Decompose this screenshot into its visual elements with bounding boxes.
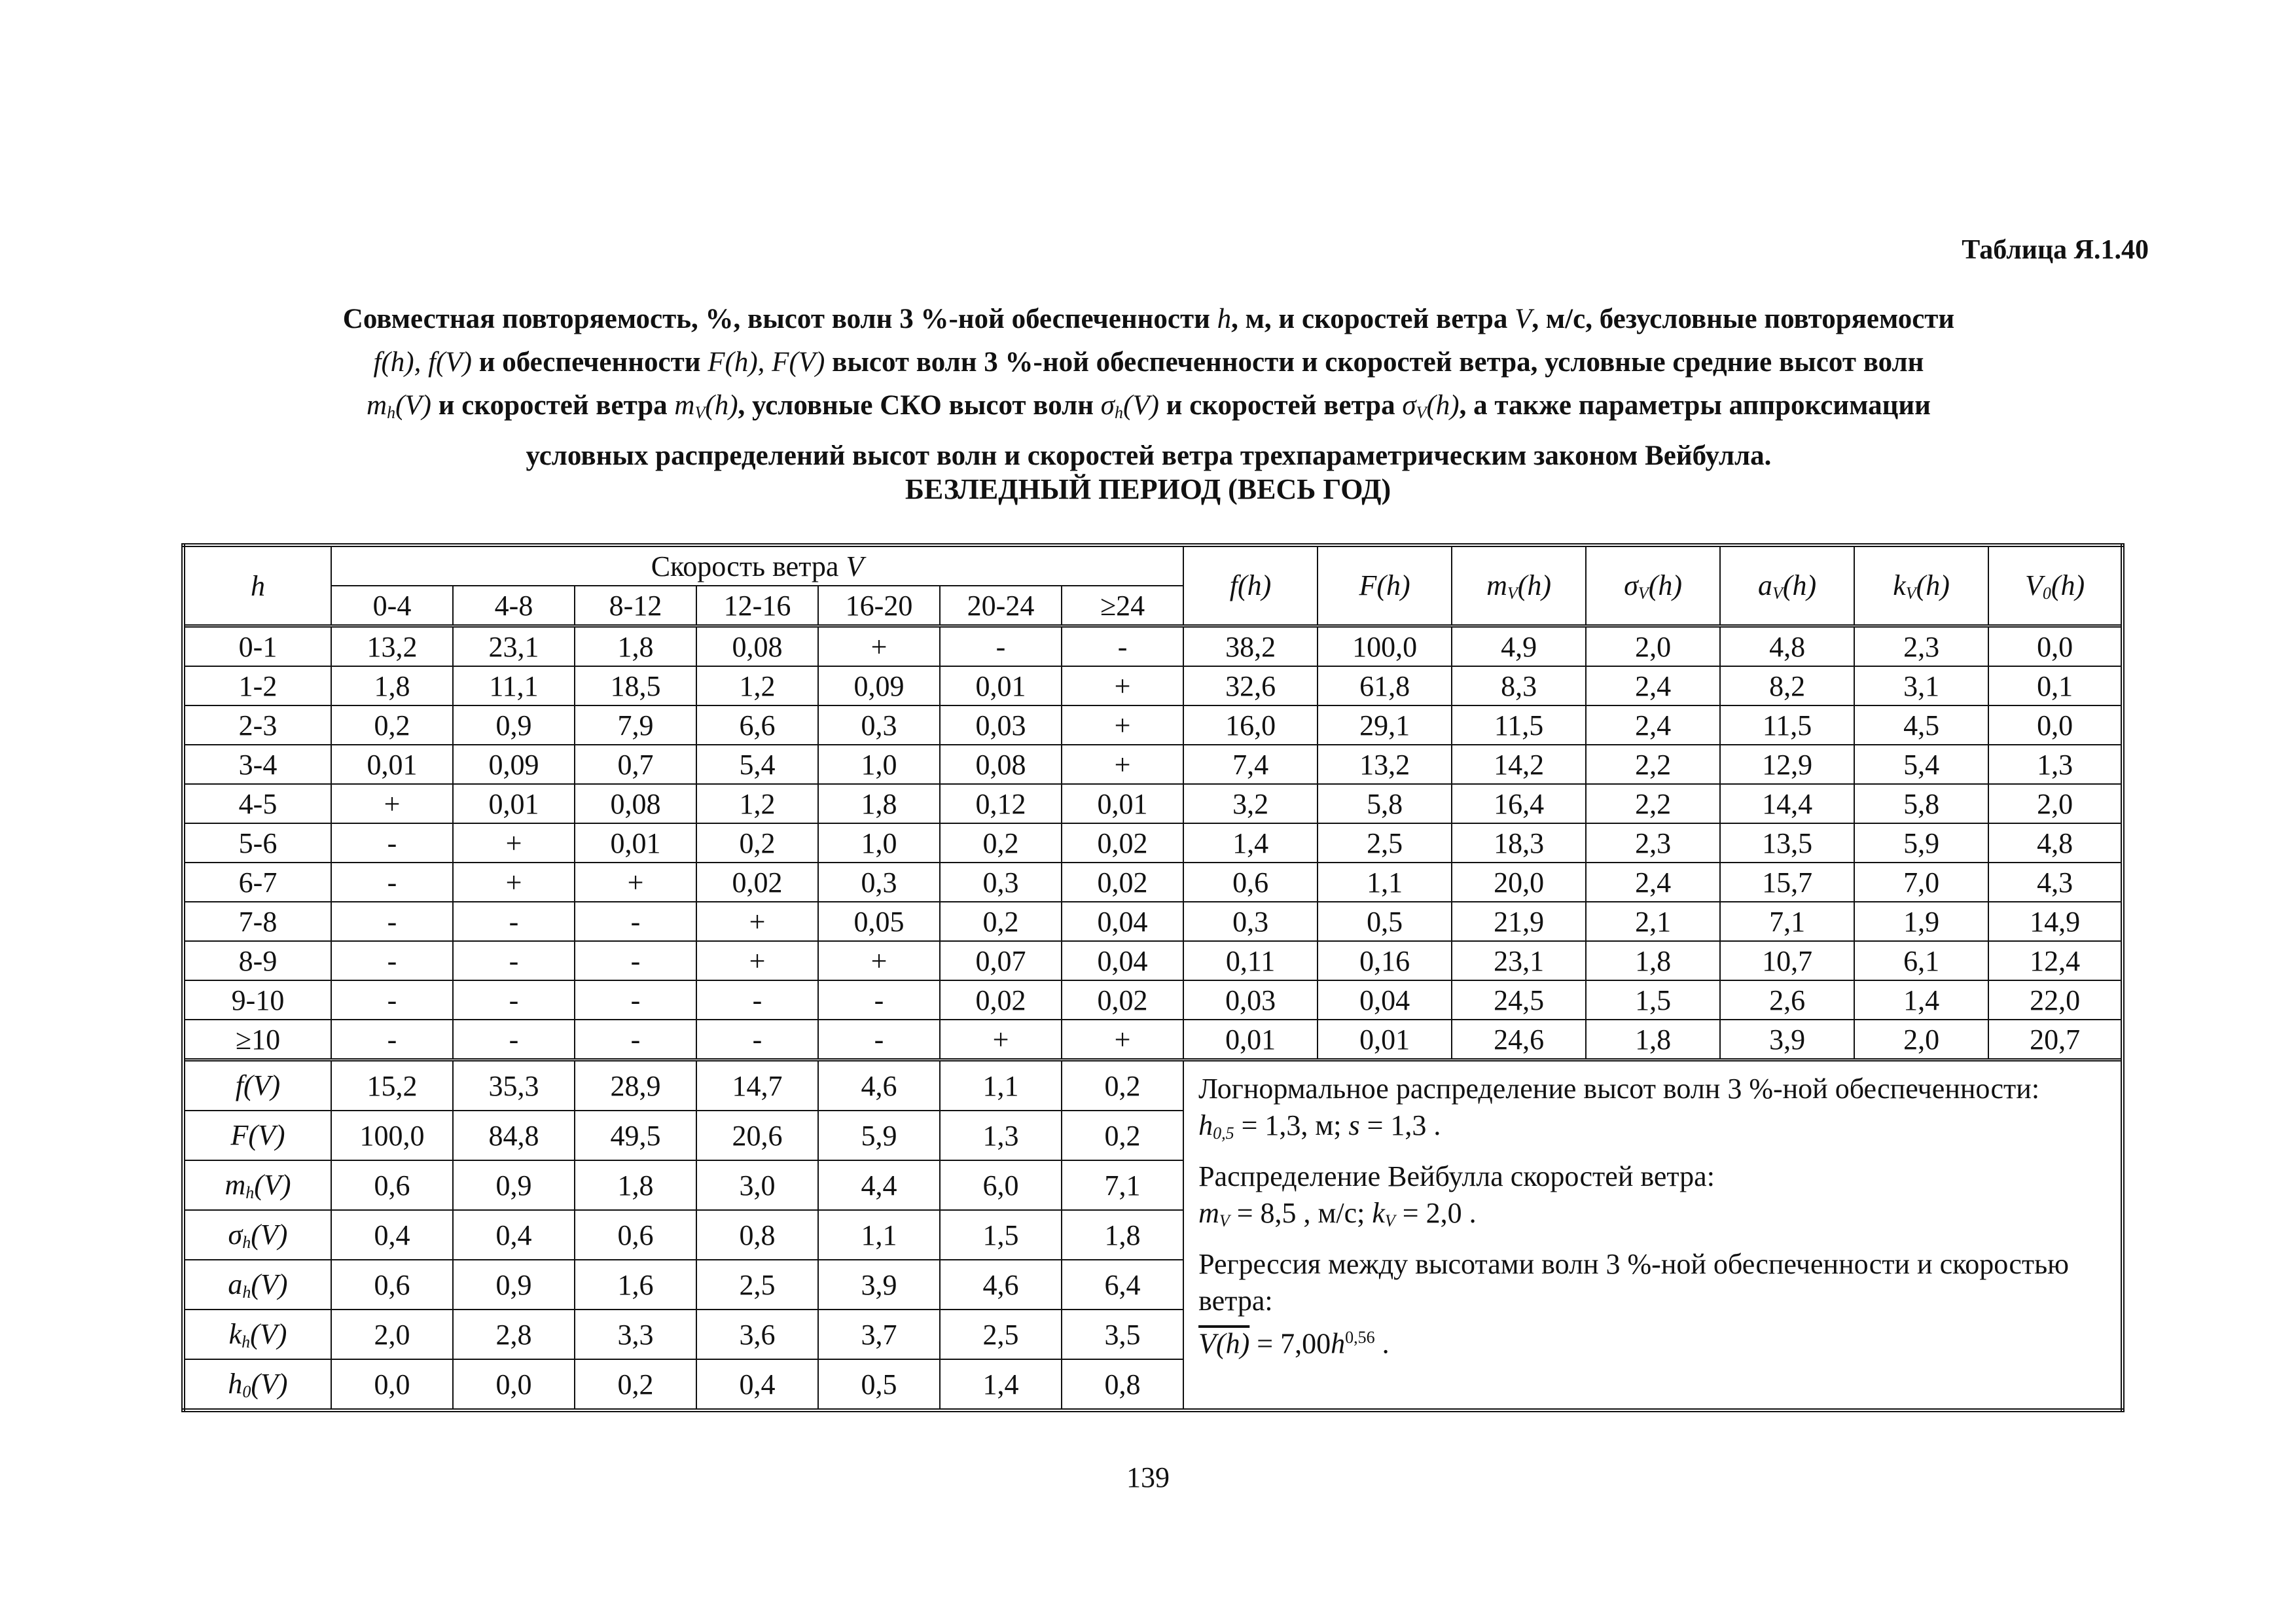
stat-cell: 4,5: [1854, 705, 1988, 745]
table-cell: +: [940, 1020, 1062, 1060]
table-cell: 1,4: [940, 1359, 1062, 1410]
table-row: [183, 980, 2123, 1020]
stat-cell: 12,9: [1720, 745, 1854, 784]
table-cell: 15,2: [331, 1060, 453, 1111]
table-cell: 7,1: [1062, 1160, 1183, 1210]
stat-cell: 38,2: [1183, 626, 1318, 667]
row-h-range: 3-4: [183, 745, 331, 784]
table-cell: 4,4: [818, 1160, 940, 1210]
table-cell: 3,9: [818, 1260, 940, 1310]
stat-cell: 21,9: [1452, 902, 1586, 941]
table-cell: 1,2: [696, 784, 818, 823]
table-cell: +: [696, 941, 818, 980]
table-cell: 28,9: [575, 1060, 696, 1111]
table-cell: 0,6: [331, 1160, 453, 1210]
stat-cell: 0,11: [1183, 941, 1318, 980]
stat-cell: 20,0: [1452, 863, 1586, 902]
table-cell: 23,1: [453, 626, 575, 667]
row-label: F(V): [183, 1111, 331, 1160]
row-label: f(V): [183, 1060, 331, 1111]
table-cell: -: [331, 902, 453, 941]
header-speed-bin: 12-16: [696, 586, 818, 626]
stat-cell: 7,4: [1183, 745, 1318, 784]
stat-cell: 32,6: [1183, 666, 1318, 705]
table-cell: 0,7: [575, 745, 696, 784]
table-cell: -: [575, 941, 696, 980]
stat-cell: 0,04: [1318, 980, 1452, 1020]
table-cell: 0,02: [1062, 863, 1183, 902]
header-stat-col: $a_V(h)$: [1720, 545, 1854, 626]
stat-cell: 11,5: [1720, 705, 1854, 745]
table-header: [183, 545, 2123, 626]
stat-cell: 16,0: [1183, 705, 1318, 745]
table-cell: 0,0: [331, 1359, 453, 1410]
table-cell: 2,5: [940, 1310, 1062, 1359]
table-cell: +: [696, 902, 818, 941]
table-cell: 1,8: [1062, 1210, 1183, 1260]
table-cell: 1,0: [818, 823, 940, 863]
table-cell: 1,1: [940, 1060, 1062, 1111]
stat-cell: 2,4: [1586, 863, 1720, 902]
table-cell: -: [331, 980, 453, 1020]
stat-cell: 10,7: [1720, 941, 1854, 980]
stat-cell: 20,7: [1988, 1020, 2123, 1060]
stat-cell: 2,4: [1586, 705, 1720, 745]
table-row: [183, 1060, 2123, 1111]
table-row: [183, 902, 2123, 941]
table-cell: 0,4: [331, 1210, 453, 1260]
table-cell: 4,6: [940, 1260, 1062, 1310]
stat-cell: 1,4: [1854, 980, 1988, 1020]
table-cell: 0,8: [696, 1210, 818, 1260]
table-cell: 0,2: [940, 902, 1062, 941]
stat-cell: 8,3: [1452, 666, 1586, 705]
stat-cell: 4,8: [1988, 823, 2123, 863]
stat-cell: 2,3: [1854, 626, 1988, 667]
table-cell: -: [453, 1020, 575, 1060]
table-cell: 49,5: [575, 1111, 696, 1160]
table-cell: 20,6: [696, 1111, 818, 1160]
table-cell: 0,01: [331, 745, 453, 784]
stat-cell: 3,9: [1720, 1020, 1854, 1060]
table-cell: 1,2: [696, 666, 818, 705]
row-h-range: 8-9: [183, 941, 331, 980]
table-cell: -: [1062, 626, 1183, 667]
table-cell: 11,1: [453, 666, 575, 705]
table-cell: 5,4: [696, 745, 818, 784]
stat-cell: 0,3: [1183, 902, 1318, 941]
table-cell: +: [1062, 745, 1183, 784]
table-row: [183, 941, 2123, 980]
table-cell: 3,5: [1062, 1310, 1183, 1359]
stat-cell: 1,8: [1586, 1020, 1720, 1060]
table-cell: -: [575, 1020, 696, 1060]
stat-cell: 2,5: [1318, 823, 1452, 863]
table-cell: 0,04: [1062, 941, 1183, 980]
stat-cell: 61,8: [1318, 666, 1452, 705]
row-label: $m_h(V)$: [183, 1160, 331, 1210]
table-cell: 0,2: [1062, 1111, 1183, 1160]
table-cell: 6,0: [940, 1160, 1062, 1210]
table-cell: 0,08: [696, 626, 818, 667]
table-caption: Совместная повторяемость, %, высот волн 3 %-ной обеспеченности h, м, и скоростей ветра V, м/с, безусловные повторяемости f(h), f(V) и обеспеченности F(h), F(V) высот волн 3 %-ной обеспеченности и скоростей ветра, условные средние высот волн $m_h(V)$ и скоростей ветра $m_V(h)$, условные СКО высот волн $\sigma_h(V)$ и скоростей ветра $\sigma_V(h)$, а также параметры аппроксимации условных распределений высот волн и скоростей ветра трехпараметрическим законом Вейбулла.: [342, 304, 1955, 471]
period-title: БЕЗЛЕДНЫЙ ПЕРИОД (ВЕСЬ ГОД): [905, 473, 1391, 505]
stat-cell: 3,1: [1854, 666, 1988, 705]
stat-cell: 23,1: [1452, 941, 1586, 980]
header-h: h: [183, 545, 331, 626]
row-label: $\sigma_h(V)$: [183, 1210, 331, 1260]
table-cell: 1,8: [331, 666, 453, 705]
row-h-range: 0-1: [183, 626, 331, 667]
stat-cell: 5,4: [1854, 745, 1988, 784]
table-cell: 3,6: [696, 1310, 818, 1359]
table-cell: 2,8: [453, 1310, 575, 1359]
table-cell: 3,7: [818, 1310, 940, 1359]
header-stat-col: F(h): [1318, 545, 1452, 626]
table-cell: 0,9: [453, 1260, 575, 1310]
stat-cell: 0,0: [1988, 705, 2123, 745]
table-cell: +: [818, 626, 940, 667]
table-cell: -: [940, 626, 1062, 667]
page-number: 139: [1126, 1461, 1170, 1493]
header-wind-speed: Скорость ветра V: [331, 545, 1183, 586]
table-cell: 0,08: [940, 745, 1062, 784]
header-speed-bin: 8-12: [575, 586, 696, 626]
table-cell: 0,02: [696, 863, 818, 902]
header-speed-bin: 16-20: [818, 586, 940, 626]
table-row: [183, 626, 2123, 667]
header-speed-bin: 20-24: [940, 586, 1062, 626]
table-cell: 0,09: [453, 745, 575, 784]
table-row: [183, 705, 2123, 745]
table-cell: 3,3: [575, 1310, 696, 1359]
table-cell: -: [331, 863, 453, 902]
table-cell: 0,8: [1062, 1359, 1183, 1410]
table-cell: 100,0: [331, 1111, 453, 1160]
row-h-range: 6-7: [183, 863, 331, 902]
table-cell: 0,2: [1062, 1060, 1183, 1111]
header-stat-col: $\sigma_V(h)$: [1586, 545, 1720, 626]
stat-cell: 4,3: [1988, 863, 2123, 902]
stat-cell: 0,5: [1318, 902, 1452, 941]
stat-cell: 1,5: [1586, 980, 1720, 1020]
stat-cell: 0,16: [1318, 941, 1452, 980]
stat-cell: 1,1: [1318, 863, 1452, 902]
table-cell: 4,6: [818, 1060, 940, 1111]
stat-cell: 2,1: [1586, 902, 1720, 941]
stat-cell: 2,0: [1586, 626, 1720, 667]
table-cell: 0,02: [940, 980, 1062, 1020]
header-stat-col: $m_V(h)$: [1452, 545, 1586, 626]
stat-cell: 2,4: [1586, 666, 1720, 705]
row-h-range: 7-8: [183, 902, 331, 941]
stat-cell: 1,3: [1988, 745, 2123, 784]
table-cell: 1,0: [818, 745, 940, 784]
header-speed-bin: 0-4: [331, 586, 453, 626]
table-cell: 0,01: [940, 666, 1062, 705]
table-cell: 2,0: [331, 1310, 453, 1359]
table-cell: 0,01: [453, 784, 575, 823]
stat-cell: 22,0: [1988, 980, 2123, 1020]
table-cell: -: [696, 1020, 818, 1060]
row-h-range: 2-3: [183, 705, 331, 745]
stat-cell: 12,4: [1988, 941, 2123, 980]
regression-note: Регрессия между высотами волн 3 %-ной обеспеченности и скоростью ветра: $V(h) = 7,00h^{0,56}$ .: [1198, 1248, 2070, 1360]
table-cell: -: [453, 980, 575, 1020]
table-row: [183, 863, 2123, 902]
stat-cell: 1,8: [1586, 941, 1720, 980]
stat-cell: 4,9: [1452, 626, 1586, 667]
stat-cell: 0,01: [1183, 1020, 1318, 1060]
table-cell: 0,2: [696, 823, 818, 863]
stat-cell: 5,9: [1854, 823, 1988, 863]
table-cell: 0,01: [575, 823, 696, 863]
stat-cell: 24,5: [1452, 980, 1586, 1020]
stat-cell: 2,3: [1586, 823, 1720, 863]
stat-cell: 7,1: [1720, 902, 1854, 941]
row-h-range: 9-10: [183, 980, 331, 1020]
stat-cell: 0,1: [1988, 666, 2123, 705]
stat-cell: 2,2: [1586, 784, 1720, 823]
stat-cell: 2,0: [1854, 1020, 1988, 1060]
table-cell: +: [331, 784, 453, 823]
stat-cell: 6,1: [1854, 941, 1988, 980]
table-cell: 0,0: [453, 1359, 575, 1410]
table-cell: 1,8: [818, 784, 940, 823]
table-cell: -: [453, 941, 575, 980]
table-cell: +: [575, 863, 696, 902]
stat-cell: 11,5: [1452, 705, 1586, 745]
table-cell: 0,02: [1062, 823, 1183, 863]
table-cell: 0,6: [331, 1260, 453, 1310]
table-cell: 13,2: [331, 626, 453, 667]
table-cell: -: [331, 823, 453, 863]
table-cell: 0,02: [1062, 980, 1183, 1020]
row-h-range: ≥10: [183, 1020, 331, 1060]
stat-cell: 14,9: [1988, 902, 2123, 941]
table-cell: 0,9: [453, 705, 575, 745]
table-cell: 0,08: [575, 784, 696, 823]
data-table: [181, 543, 2125, 1412]
table-cell: -: [331, 1020, 453, 1060]
stat-cell: 0,01: [1318, 1020, 1452, 1060]
table-cell: 0,04: [1062, 902, 1183, 941]
stat-cell: 7,0: [1854, 863, 1988, 902]
stat-cell: 16,4: [1452, 784, 1586, 823]
table-row: [183, 784, 2123, 823]
table-cell: -: [331, 941, 453, 980]
table-cell: 0,3: [940, 863, 1062, 902]
table-cell: +: [453, 863, 575, 902]
table-cell: 2,5: [696, 1260, 818, 1310]
header-stat-col: $V_0(h)$: [1988, 545, 2123, 626]
row-h-range: 4-5: [183, 784, 331, 823]
table-cell: 0,05: [818, 902, 940, 941]
table-cell: 0,4: [696, 1359, 818, 1410]
table-cell: +: [1062, 705, 1183, 745]
table-cell: 0,3: [818, 863, 940, 902]
stat-cell: 3,2: [1183, 784, 1318, 823]
table-cell: 0,07: [940, 941, 1062, 980]
stat-cell: 2,2: [1586, 745, 1720, 784]
table-cell: 0,9: [453, 1160, 575, 1210]
table-cell: +: [453, 823, 575, 863]
stat-cell: 1,4: [1183, 823, 1318, 863]
table-cell: -: [575, 902, 696, 941]
stat-cell: 0,03: [1183, 980, 1318, 1020]
lognormal-note: Логнормальное распределение высот волн 3 %-ной обеспеченности: $h_{0,5} = 1,3$, м; s = 1,3 .: [1198, 1073, 2040, 1143]
header-speed-bin: 4-8: [453, 586, 575, 626]
stat-cell: 4,8: [1720, 626, 1854, 667]
stat-cell: 24,6: [1452, 1020, 1586, 1060]
table-cell: 0,5: [818, 1359, 940, 1410]
table-cell: 0,3: [818, 705, 940, 745]
table-cell: 3,0: [696, 1160, 818, 1210]
table-cell: 6,4: [1062, 1260, 1183, 1310]
stat-cell: 14,2: [1452, 745, 1586, 784]
table-row: [183, 666, 2123, 705]
row-label: $a_h(V)$: [183, 1260, 331, 1310]
table-row: [183, 745, 2123, 784]
table-cell: 5,9: [818, 1111, 940, 1160]
stat-cell: 0,0: [1988, 626, 2123, 667]
table-cell: 35,3: [453, 1060, 575, 1111]
table-cell: 1,1: [818, 1210, 940, 1260]
table-cell: -: [818, 1020, 940, 1060]
table-cell: +: [1062, 666, 1183, 705]
stat-cell: 14,4: [1720, 784, 1854, 823]
table-label: Таблица Я.1.40: [1962, 235, 2149, 265]
table-cell: 0,2: [940, 823, 1062, 863]
stat-cell: 13,5: [1720, 823, 1854, 863]
table-cell: 0,2: [331, 705, 453, 745]
row-h-range: 1-2: [183, 666, 331, 705]
stat-cell: 100,0: [1318, 626, 1452, 667]
stat-cell: 2,0: [1988, 784, 2123, 823]
stat-cell: 29,1: [1318, 705, 1452, 745]
row-label: $k_h(V)$: [183, 1310, 331, 1359]
table-cell: +: [1062, 1020, 1183, 1060]
stat-cell: 5,8: [1318, 784, 1452, 823]
table-cell: 0,09: [818, 666, 940, 705]
table-cell: 1,5: [940, 1210, 1062, 1260]
table-body: [183, 626, 2123, 1411]
stat-cell: 5,8: [1854, 784, 1988, 823]
header-stat-col: f(h): [1183, 545, 1318, 626]
stat-cell: 18,3: [1452, 823, 1586, 863]
table-cell: 84,8: [453, 1111, 575, 1160]
table-cell: 0,01: [1062, 784, 1183, 823]
table-cell: -: [696, 980, 818, 1020]
table-cell: -: [453, 902, 575, 941]
table-cell: 0,03: [940, 705, 1062, 745]
stat-cell: 1,9: [1854, 902, 1988, 941]
header-stat-col: $k_V(h)$: [1854, 545, 1988, 626]
table-cell: 0,4: [453, 1210, 575, 1260]
table-cell: +: [818, 941, 940, 980]
table-cell: 6,6: [696, 705, 818, 745]
stat-cell: 15,7: [1720, 863, 1854, 902]
stat-cell: 8,2: [1720, 666, 1854, 705]
table-cell: -: [575, 980, 696, 1020]
notes-cell: [1183, 1060, 2123, 1411]
table-cell: 1,6: [575, 1260, 696, 1310]
table-cell: 18,5: [575, 666, 696, 705]
table-cell: 14,7: [696, 1060, 818, 1111]
row-label: $h_0(V)$: [183, 1359, 331, 1410]
header-speed-bin: ≥24: [1062, 586, 1183, 626]
table-cell: 0,6: [575, 1210, 696, 1260]
table-row: [183, 1020, 2123, 1060]
table-cell: 0,12: [940, 784, 1062, 823]
stat-cell: 13,2: [1318, 745, 1452, 784]
table-cell: 7,9: [575, 705, 696, 745]
stat-cell: 0,6: [1183, 863, 1318, 902]
table-row: [183, 823, 2123, 863]
table-cell: 1,3: [940, 1111, 1062, 1160]
table-cell: 0,2: [575, 1359, 696, 1410]
table-cell: 1,8: [575, 626, 696, 667]
table-cell: 1,8: [575, 1160, 696, 1210]
stat-cell: 2,6: [1720, 980, 1854, 1020]
weibull-note: Распределение Вейбулла скоростей ветра: $m_V = 8,5$ , м/с; $k_V = 2,0$ .: [1198, 1160, 1715, 1230]
row-h-range: 5-6: [183, 823, 331, 863]
table-cell: -: [818, 980, 940, 1020]
